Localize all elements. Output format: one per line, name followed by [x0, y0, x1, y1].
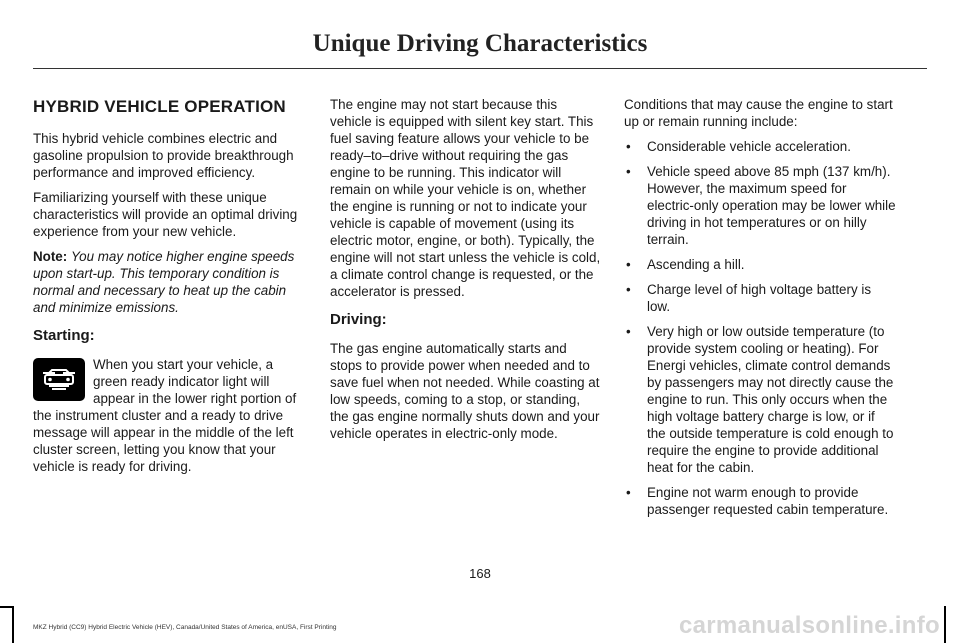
crop-mark-right-vertical	[944, 606, 946, 643]
page-number: 168	[469, 566, 491, 581]
starting-heading: Starting:	[33, 327, 95, 344]
list-item: • Vehicle speed above 85 mph (137 km/h). However, the maximum speed for electric-only operation may be lower while driving in hot temperatures or on hilly terrain.	[624, 163, 896, 248]
crop-mark-left-vertical	[12, 606, 14, 643]
driving-heading: Driving:	[330, 311, 387, 328]
starting-paragraph	[33, 356, 305, 475]
note-label: Note:	[33, 249, 68, 264]
crop-mark-left-horizontal	[0, 606, 14, 608]
driving-paragraph: The gas engine automatically starts and stops to provide power when needed and to save fuel when not needed. While coasting at low speeds, coming to a stop, or standing, the gas engine normally shuts down and your vehicle operates in electric-only mode.	[330, 341, 600, 441]
note-text: You may notice higher engine speeds upon start-up. This temporary condition is normal and necessary to heat up the cabin and minimize emissions.	[33, 249, 295, 315]
list-item: • Engine not warm enough to provide passenger requested cabin temperature.	[624, 484, 896, 518]
silent-key-paragraph: The engine may not start because this vehicle is equipped with silent key start. This fuel saving feature allows your vehicle to be ready–to–drive without requiring the gas engine to be running. This indicator will remain on while your vehicle is on, whether the engine is running or not to indicate your vehicle is capable of movement (using its electric motor, engine, or both). Typically, the engine will not start unless the vehicle is cold, a climate control change is requested, or the accelerator is pressed.	[330, 97, 601, 299]
page-header-title: Unique Driving Characteristics	[312, 30, 648, 57]
note-paragraph	[33, 248, 305, 316]
familiarize-paragraph: Familiarizing yourself with these unique characteristics will provide an optimal driving experience from your new vehicle.	[33, 190, 298, 239]
conditions-list	[624, 138, 896, 518]
column-left	[33, 96, 305, 483]
column-middle	[330, 96, 602, 450]
list-item: • Very high or low outside temperature (to provide system cooling or heating). For Energi vehicles, climate control demands by passengers may not directly cause the engine to run. This only occurs when the high voltage battery charge is low, or if the outside temperature is cold enough to require the engine to provide additional heat for the cabin.	[624, 323, 896, 476]
column-right	[624, 96, 896, 526]
list-item: • Considerable vehicle acceleration.	[624, 138, 896, 155]
starting-text: When you start your vehicle, a green ready indicator light will appear in the lower right portion of the instrument cluster and a ready to drive message will appear in the middle of the left cluster screen, letting you know that your vehicle is ready for driving.	[33, 357, 297, 474]
watermark-logo: carmanualsonline.info	[678, 612, 940, 639]
intro-paragraph: This hybrid vehicle combines electric and gasoline propulsion to provide breakthrough performance and improved efficiency.	[33, 131, 294, 180]
footer-printing-info: MKZ Hybrid (CC9) Hybrid Electric Vehicle (HEV), Canada/United States of America, enUSA, First Printing	[33, 624, 337, 631]
conditions-intro: Conditions that may cause the engine to start up or remain running include:	[624, 97, 893, 129]
section-heading: HYBRID VEHICLE OPERATION	[33, 97, 286, 116]
header-divider	[33, 68, 927, 69]
list-item: • Charge level of high voltage battery is low.	[624, 281, 896, 315]
ready-indicator-car-icon	[33, 358, 85, 401]
list-item: • Ascending a hill.	[624, 256, 896, 273]
